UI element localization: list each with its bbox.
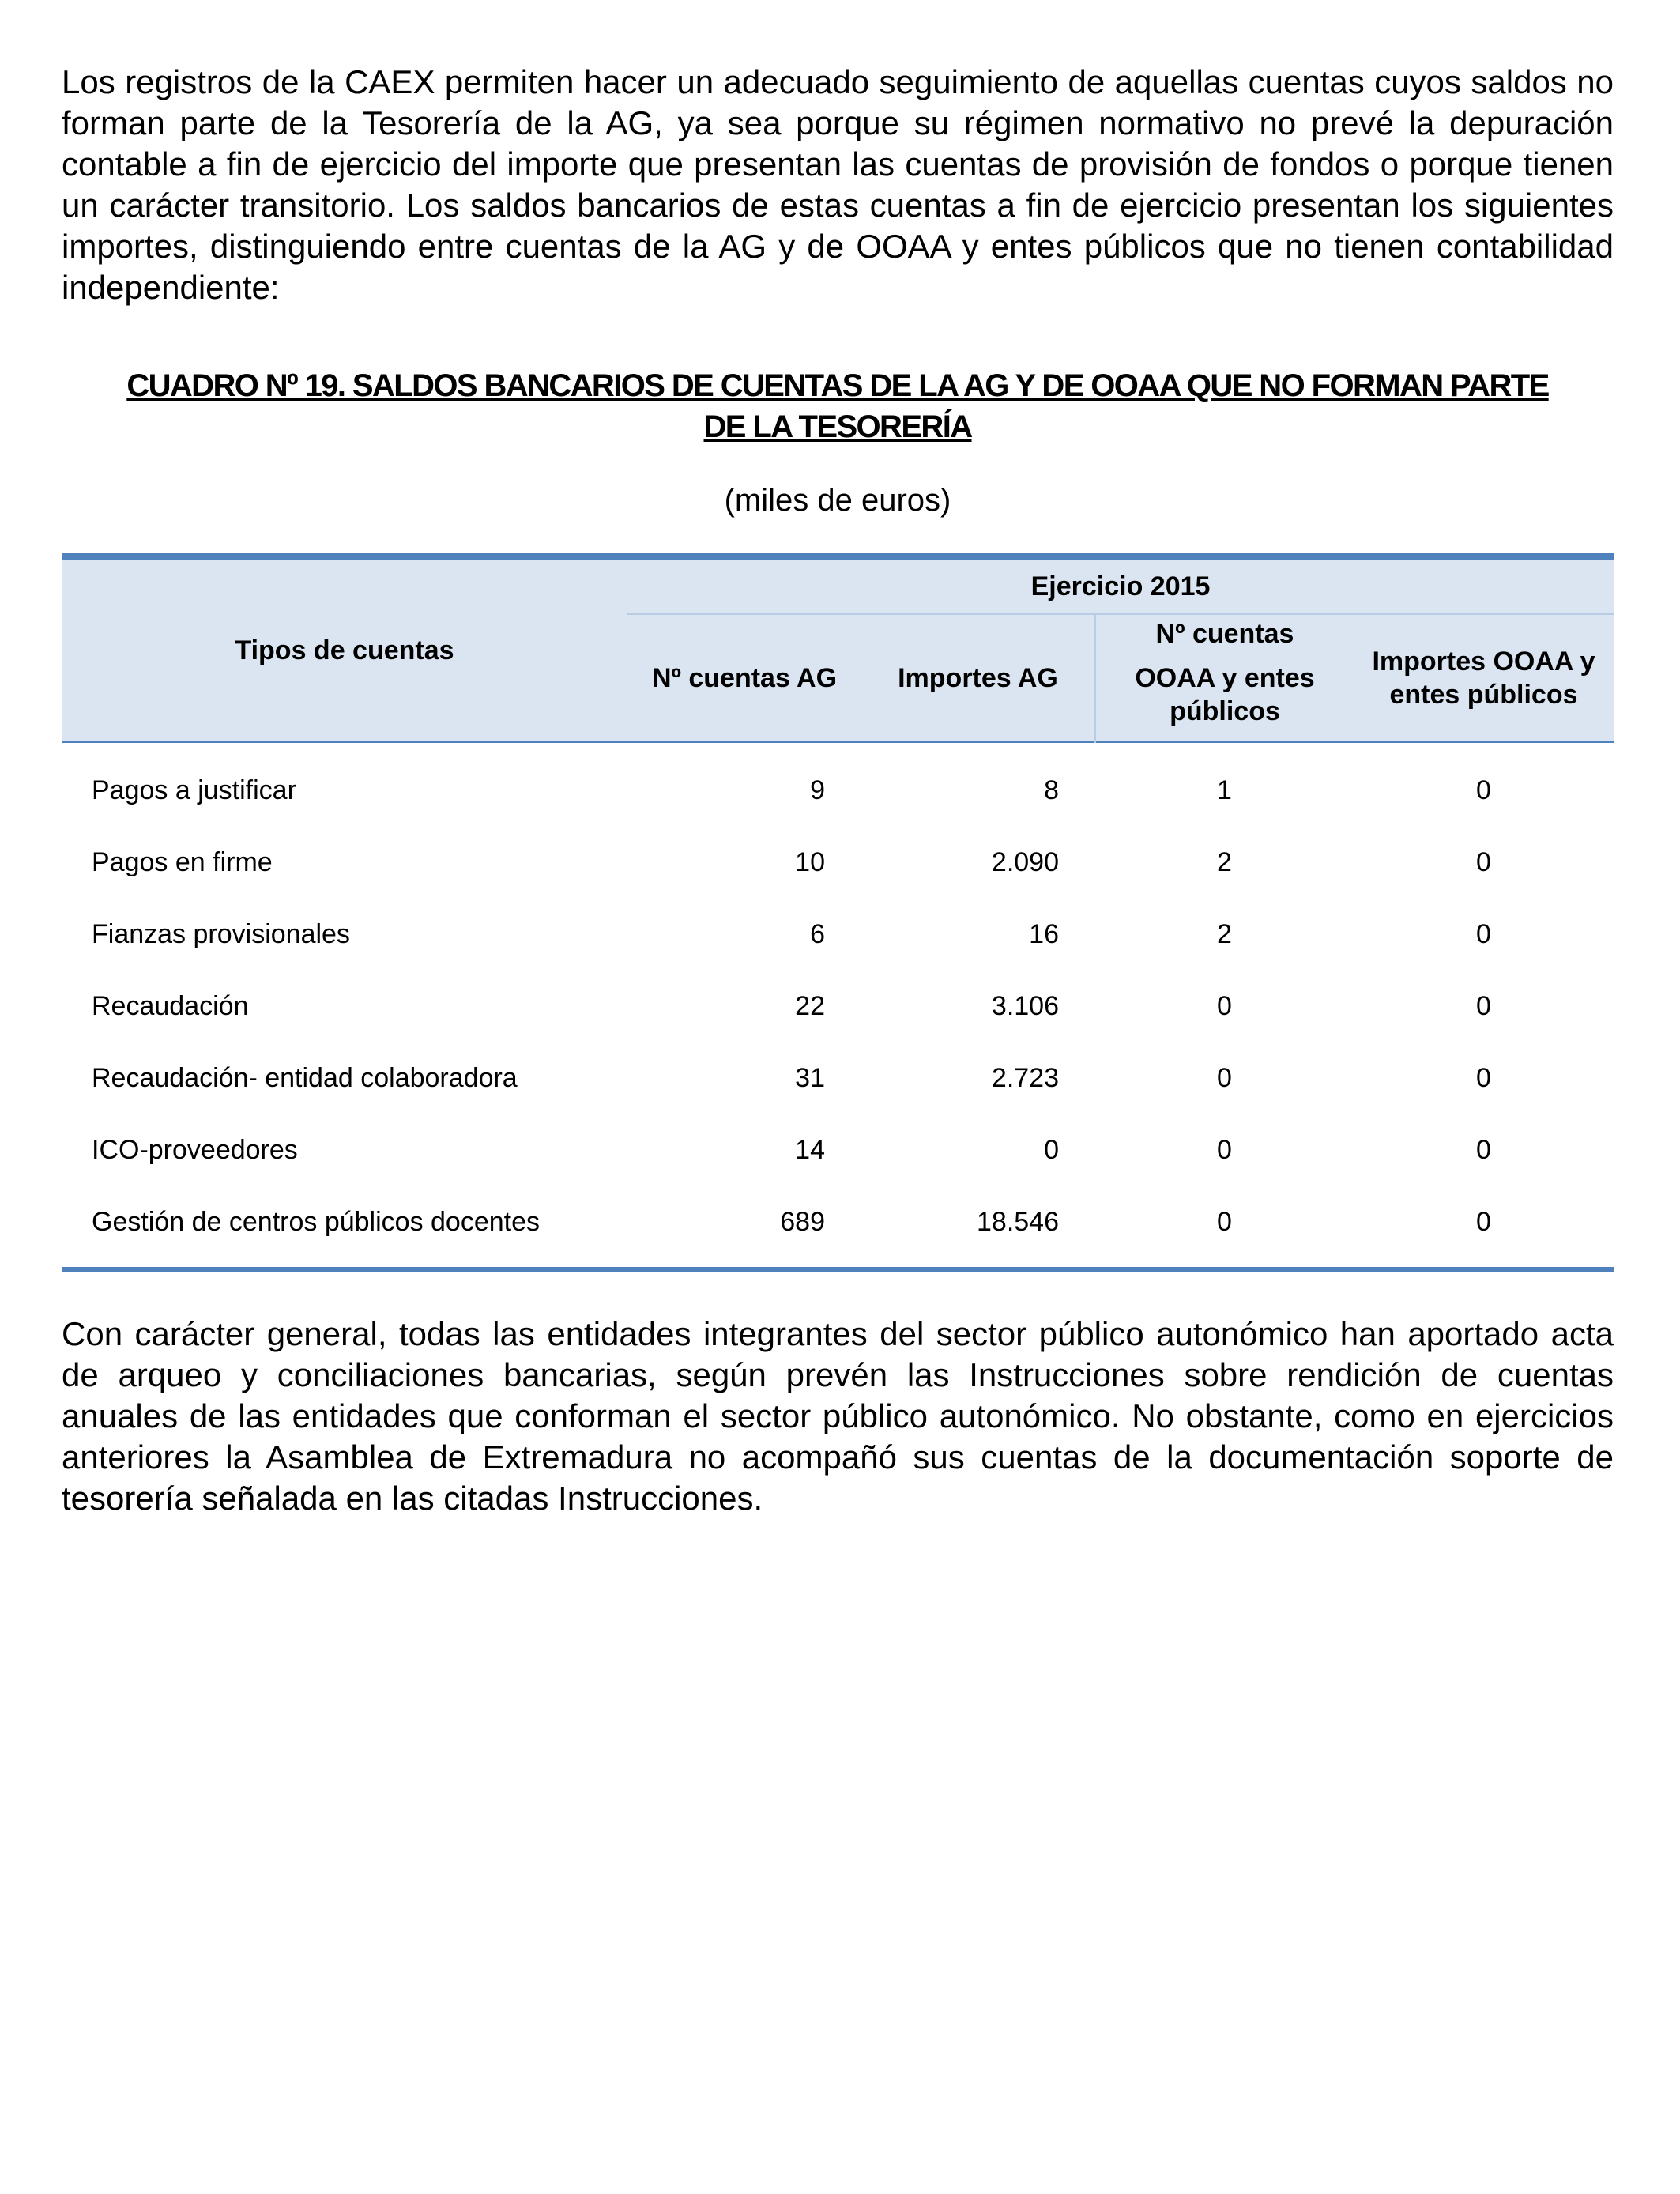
cell-n-ooaa: 2 — [1217, 846, 1232, 877]
cell-imp-ag: 8 — [861, 742, 1095, 827]
cell-imp-ooaa: 0 — [1354, 742, 1614, 827]
header-ejercicio: Ejercicio 2015 — [627, 556, 1614, 614]
table-row — [62, 971, 1614, 1043]
cell-n-ag: 31 — [795, 1062, 825, 1093]
cell-n-ag: 22 — [795, 990, 825, 1021]
header-tipos-de-cuentas: Tipos de cuentas — [62, 556, 627, 742]
cell-tipo: Pagos en firme — [92, 846, 273, 877]
header-importes-ag: Importes AG — [861, 614, 1095, 742]
table-title-line-2: DE LA TESORERÍA — [703, 409, 972, 444]
table-row — [62, 1043, 1614, 1115]
header-n-cuentas-ooaa-line-1: Nº cuentas — [1155, 619, 1294, 649]
document-page — [62, 62, 1614, 1519]
table-row — [62, 1187, 1614, 1270]
cell-imp-ooaa: 0 — [1476, 1062, 1491, 1093]
cell-imp-ag: 2.723 — [991, 1062, 1059, 1093]
cell-imp-ag: 18.546 — [861, 1187, 1095, 1270]
cell-n-ooaa: 0 — [1217, 1062, 1232, 1093]
header-n-cuentas-ooaa — [1095, 614, 1354, 742]
cell-n-ooaa: 2 — [1217, 918, 1232, 949]
cell-n-ag: 10 — [795, 846, 825, 877]
cell-n-ooaa: 0 — [1217, 990, 1232, 1021]
saldos-bancarios-table — [62, 553, 1614, 1272]
table-units: (miles de euros) — [724, 483, 951, 518]
cell-tipo: Fianzas provisionales — [92, 918, 350, 949]
cell-n-ag: 689 — [627, 1187, 861, 1270]
intro-paragraph: Los registros de la CAEX permiten hacer un adecuado seguimiento de aquellas cuentas cuyos saldos no forman parte de la Tesorería de la AG, ya sea porque su régimen normativo no prevé la depuración contable a fin de ejercicio del importe que presentan las cuentas de provisión de fondos o porque tienen un carácter transitorio. Los saldos bancarios de estas cuentas a fin de ejercicio presentan los siguientes importes, distinguiendo entre cuentas de la AG y de OOAA y entes públicos que no tienen contabilidad independiente: — [62, 63, 1614, 306]
cell-imp-ag: 0 — [1044, 1134, 1059, 1165]
cell-n-ooaa: 1 — [1095, 742, 1354, 827]
cell-tipo: Recaudación — [92, 990, 249, 1021]
table-row — [62, 1115, 1614, 1187]
table-row — [62, 827, 1614, 899]
cell-n-ooaa: 0 — [1217, 1134, 1232, 1165]
cell-imp-ooaa: 0 — [1354, 1187, 1614, 1270]
cell-imp-ooaa: 0 — [1476, 918, 1491, 949]
closing-paragraph: Con carácter general, todas las entidades integrantes del sector público autonómico han aportado acta de arqueo y conciliaciones bancarias, según prevén las Instrucciones sobre rendición de cuentas anuales de las entidades que conforman el sector público autonómico. No obstante, como en ejercicios anteriores la Asamblea de Extremadura no acompañó sus cuentas de la documentación soporte de tesorería señalada en las citadas Instrucciones. — [62, 1315, 1614, 1517]
cell-tipo: Gestión de centros públicos docentes — [62, 1187, 627, 1270]
table-title-line-1: CUADRO Nº 19. SALDOS BANCARIOS DE CUENTAS DE LA AG Y DE OOAA QUE NO FORMAN PARTE — [126, 368, 1549, 403]
cell-n-ag: 6 — [810, 918, 825, 949]
cell-imp-ag: 2.090 — [991, 846, 1059, 877]
cell-imp-ag: 3.106 — [991, 990, 1059, 1021]
cell-imp-ooaa: 0 — [1476, 990, 1491, 1021]
cell-imp-ooaa: 0 — [1476, 846, 1491, 877]
header-importes-ooaa: Importes OOAA y entes públicos — [1354, 614, 1614, 742]
cell-imp-ag: 16 — [1029, 918, 1059, 949]
cell-tipo: Recaudación- entidad colaboradora — [92, 1062, 518, 1093]
table-row — [62, 742, 1614, 827]
cell-n-ag: 14 — [795, 1134, 825, 1165]
cell-n-ag: 9 — [627, 742, 861, 827]
header-n-cuentas-ag: Nº cuentas AG — [627, 614, 861, 742]
cell-tipo: ICO-proveedores — [92, 1134, 298, 1165]
cell-tipo: Pagos a justificar — [62, 742, 627, 827]
cell-n-ooaa: 0 — [1095, 1187, 1354, 1270]
header-n-cuentas-ooaa-line-2: OOAA y entes públicos — [1135, 663, 1315, 726]
cell-imp-ooaa: 0 — [1476, 1134, 1491, 1165]
table-title — [62, 365, 1614, 447]
table-row — [62, 899, 1614, 971]
